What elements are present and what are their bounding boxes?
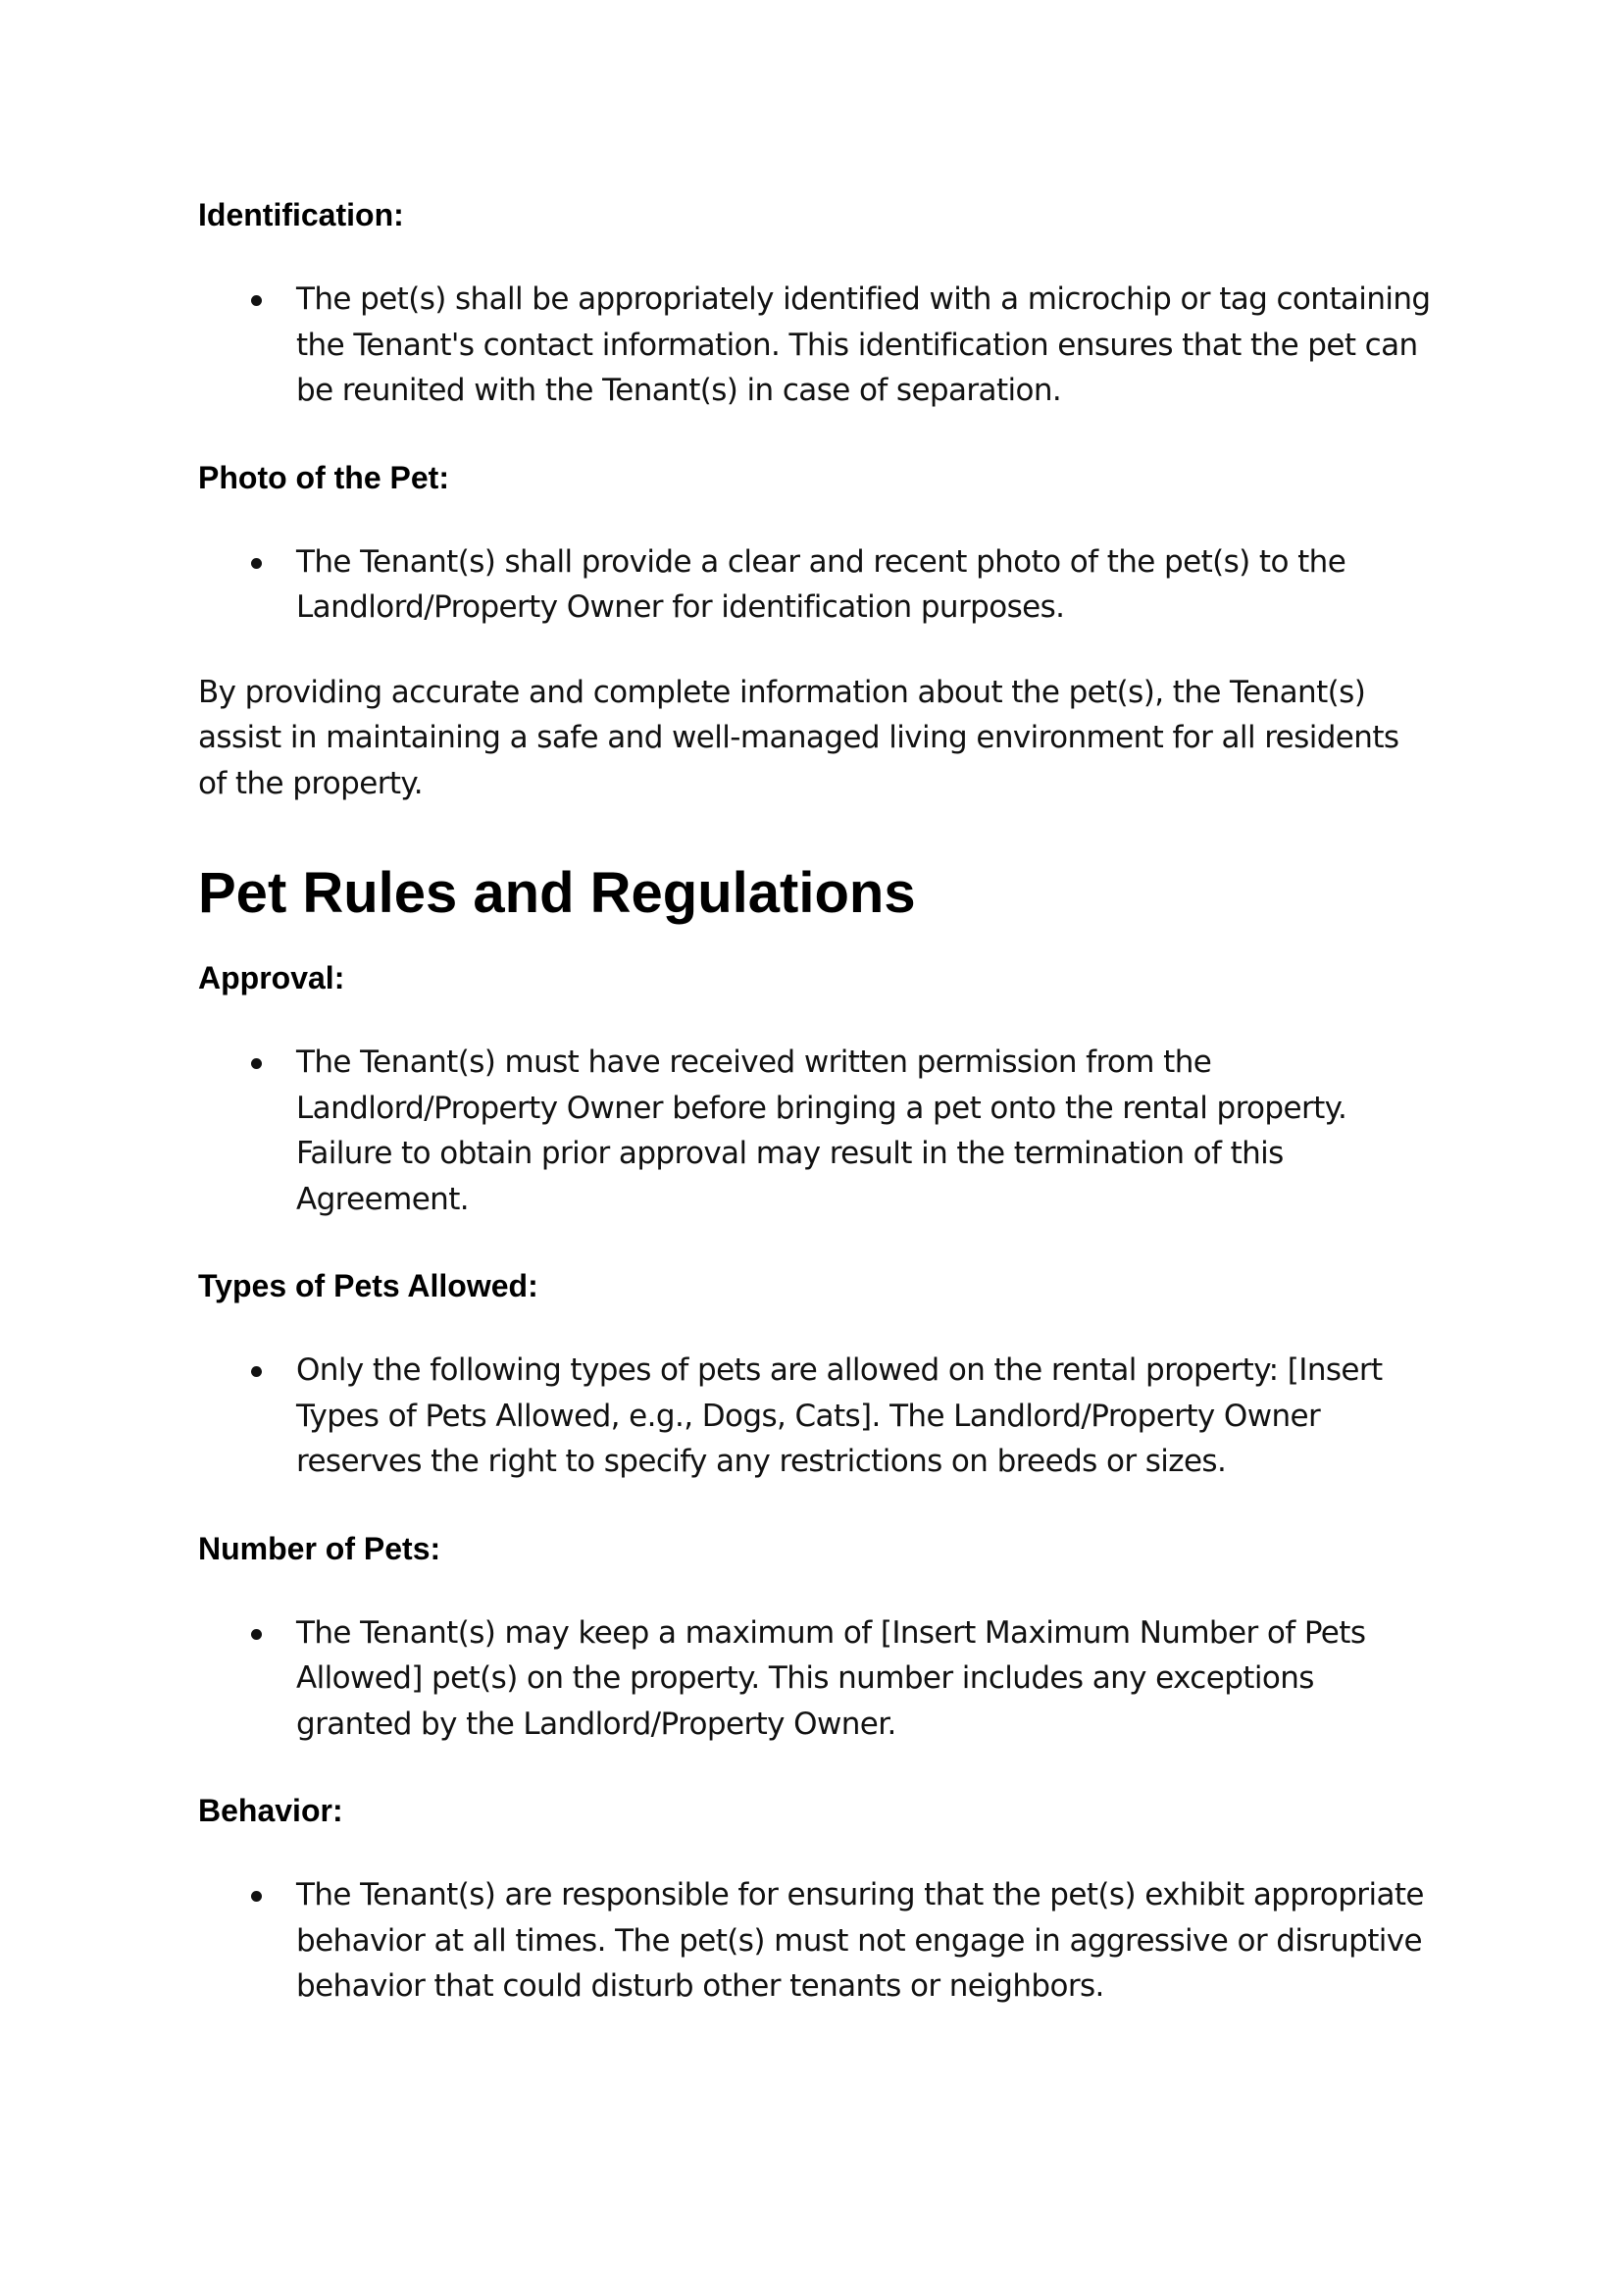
behavior-label: Behavior: [198,1793,343,1828]
photo-list [198,539,1436,631]
list-item [198,1040,1436,1222]
types-label: Types of Pets Allowed: [198,1268,538,1303]
list-item [198,1348,1436,1485]
number-text: The Tenant(s) may keep a maximum of [Insert Maximum Number of Pets Allowed] pet(s) on the property. This number includes any exceptions granted by the Landlord/Property Owner. [296,1614,1366,1742]
bullet-icon [251,1891,262,1902]
identification-text: The pet(s) shall be appropriately identified with a microchip or tag containing the Tenant's contact information. This identification ensures that the pet can be reunited with the Tenant(s) in case of separation. [296,281,1431,408]
behavior-text: The Tenant(s) are responsible for ensuring that the pet(s) exhibit appropriate behavior at all times. The pet(s) must not engage in aggressive or disruptive behavior that could disturb other tenants or neighbors. [296,1877,1424,2004]
bullet-icon [251,1629,262,1640]
identification-list [198,277,1436,414]
document-page [198,192,1436,2010]
types-text: Only the following types of pets are allowed on the rental property: [Insert Types of Pets Allowed, e.g., Dogs, Cats]. The Landlord/Property Owner reserves the right to specify any restrictions on breeds or sizes. [296,1352,1383,1479]
list-item [198,277,1436,414]
number-list [198,1610,1436,1748]
photo-text: The Tenant(s) shall provide a clear and recent photo of the pet(s) to the Landlord/Property Owner for identification purposes. [296,543,1346,625]
photo-label: Photo of the Pet: [198,459,449,495]
closing-paragraph: By providing accurate and complete information about the pet(s), the Tenant(s) assist in maintaining a safe and well-managed living environment for all residents of the property. [198,674,1399,801]
list-item [198,1610,1436,1748]
behavior-list [198,1872,1436,2010]
bullet-icon [251,1366,262,1377]
approval-text: The Tenant(s) must have received written permission from the Landlord/Property Owner before bringing a pet onto the rental property. Failure to obtain prior approval may result in the termination of this Agreement. [296,1045,1347,1217]
list-item [198,539,1436,631]
list-item [198,1872,1436,2010]
identification-label: Identification: [198,197,404,232]
section-title: Pet Rules and Regulations [198,861,916,925]
bullet-icon [251,1058,262,1069]
number-label: Number of Pets: [198,1530,441,1566]
types-list [198,1348,1436,1485]
approval-list [198,1040,1436,1222]
approval-label: Approval: [198,960,345,995]
bullet-icon [251,558,262,569]
bullet-icon [251,295,262,306]
